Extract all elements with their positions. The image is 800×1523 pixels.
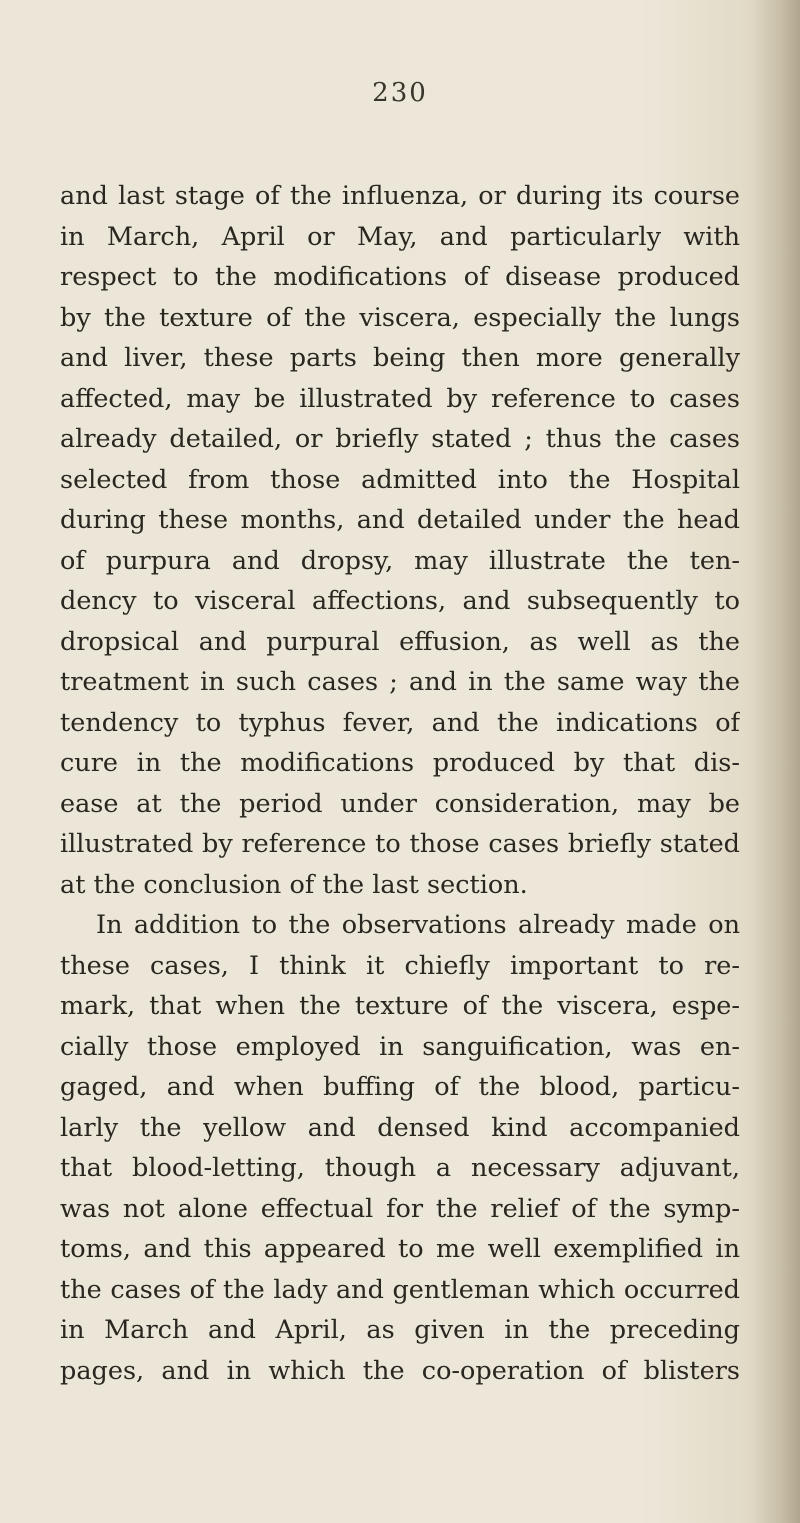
page-edge-shadow — [752, 0, 800, 1523]
body-text — [60, 176, 740, 1391]
text-line: by the texture of the viscera, especially the lungs — [60, 302, 740, 333]
text-line: that blood-letting, though a necessary adjuvant, — [60, 1153, 740, 1183]
text-line: mark, that when the texture of the viscera, espe- — [60, 991, 740, 1021]
text-line: pages, and in which the co-operation of blisters — [60, 1355, 740, 1386]
text-line: treatment in such cases ; and in the same way the — [60, 667, 740, 697]
text-line: gaged, and when buffing of the blood, particu- — [60, 1072, 740, 1102]
text-line: in March, April or May, and particularly with — [60, 221, 740, 252]
text-line: dropsical and purpural effusion, as well as the — [60, 626, 740, 657]
text-line: cially those employed in sanguification, was en- — [60, 1031, 740, 1062]
text-line: illustrated by reference to those cases briefly stated — [60, 829, 740, 859]
text-line: the cases of the lady and gentleman which occurred — [60, 1274, 740, 1305]
text-line: tendency to typhus fever, and the indications of — [60, 707, 740, 738]
text-line: and liver, these parts being then more generally — [60, 343, 740, 373]
text-line: dency to visceral affections, and subsequently to — [60, 586, 740, 616]
text-line: these cases, I think it chiefly important to re- — [60, 950, 740, 981]
text-line: ease at the period under consideration, may be — [60, 788, 740, 819]
text-line: already detailed, or briefly stated ; thus the cases — [60, 424, 740, 454]
text-line: affected, may be illustrated by reference to cases — [60, 383, 740, 414]
text-line: was not alone effectual for the relief of the symp- — [60, 1193, 740, 1224]
text-line: cure in the modifications produced by that dis- — [60, 748, 740, 778]
page-number: 230 — [372, 78, 428, 108]
text-line: larly the yellow and densed kind accompanied — [60, 1112, 740, 1143]
text-line: in March and April, as given in the preceding — [60, 1315, 740, 1345]
text-line: toms, and this appeared to me well exemplified in — [60, 1234, 740, 1264]
text-line: respect to the modifications of disease produced — [60, 262, 740, 292]
text-line: of purpura and dropsy, may illustrate the ten- — [60, 545, 740, 576]
text-line: In addition to the observations already made on — [96, 910, 740, 940]
text-line: selected from those admitted into the Hospital — [60, 464, 740, 495]
text-line: at the conclusion of the last section. — [60, 869, 528, 900]
text-line: and last stage of the influenza, or during its course — [60, 181, 740, 211]
text-line: during these months, and detailed under the head — [60, 505, 740, 535]
